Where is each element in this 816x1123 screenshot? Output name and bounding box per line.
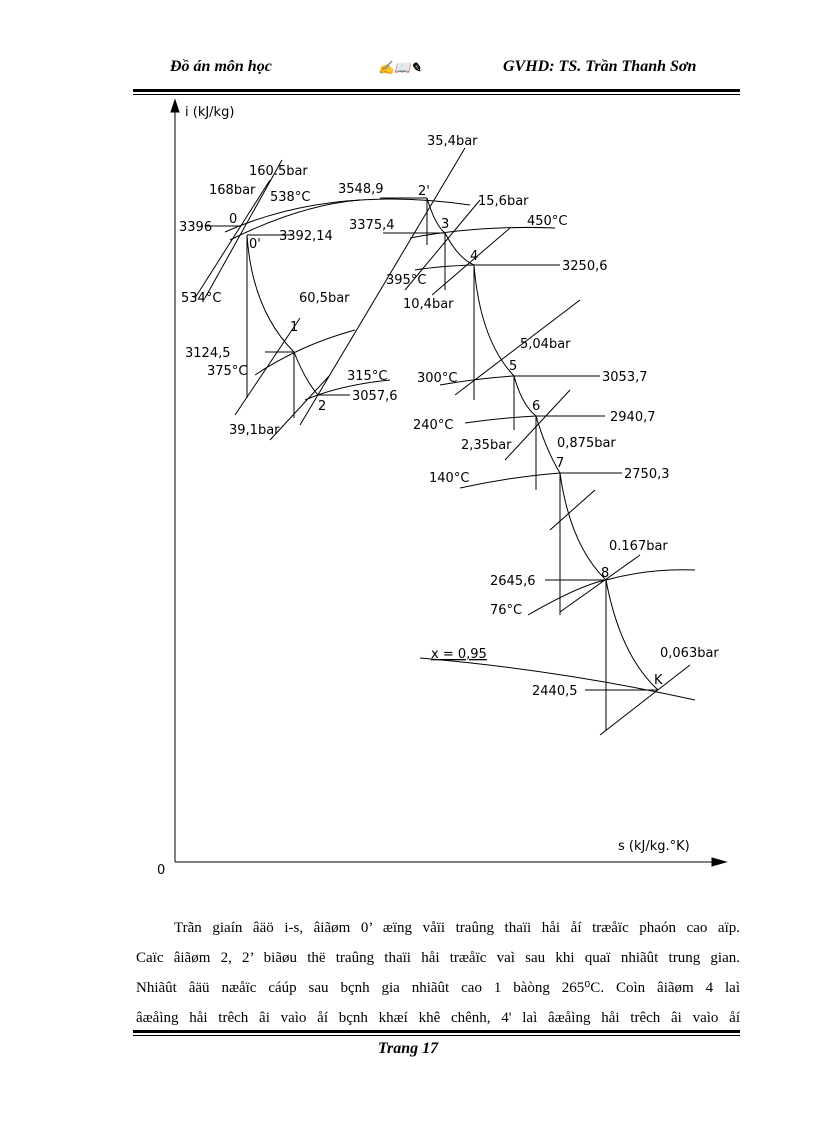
y-axis-arrow [171, 100, 179, 112]
point-6: 6 [532, 399, 541, 414]
temperature-label: 534°C [181, 291, 222, 306]
temperature-label: 538°C [270, 190, 311, 205]
temperature-label: 240°C [413, 418, 454, 433]
temperature-label: 395°C [386, 273, 427, 288]
expansion-hp [247, 235, 318, 395]
point-0: 0 [229, 212, 238, 227]
pressure-label: 15,6bar [478, 194, 529, 209]
pressure-label: 168bar [209, 183, 256, 198]
pressure-label: 0,063bar [660, 646, 719, 661]
point-5: 5 [509, 359, 518, 374]
pressure-label: 60,5bar [299, 291, 350, 306]
y-axis-label: i (kJ/kg) [185, 105, 235, 120]
pressure-label: 2,35bar [461, 438, 512, 453]
pressure-label: 160.5bar [249, 164, 308, 179]
enthalpy-label: 3392,14 [279, 229, 333, 244]
temperature-label: 315°C [347, 369, 388, 384]
enthalpy-label: 2440,5 [532, 684, 578, 699]
quality-label: x = 0,95 [431, 647, 487, 662]
temperature-label: 300°C [417, 371, 458, 386]
point-7: 7 [556, 456, 565, 471]
header-course: Đồ án môn học [170, 58, 272, 75]
x-axis-arrow [712, 858, 726, 866]
enthalpy-label: 3396 [179, 220, 213, 235]
paragraph-line: Nhiãût âäü næåïc cáúp sau bçnh gia nhiãût cao 1 bàòng 265⁰C. Coìn âiãøm 4 laì [136, 980, 740, 996]
isotherm-76 [528, 570, 695, 615]
enthalpy-label: 2940,7 [610, 410, 656, 425]
diagram-labels [157, 105, 719, 878]
enthalpy-label: 2645,6 [490, 574, 536, 589]
body-paragraph [136, 913, 740, 1033]
point-2p: 2' [418, 184, 430, 199]
point-3: 3 [441, 217, 450, 232]
temperature-label: 76°C [490, 603, 523, 618]
pressure-label: 0,875bar [557, 436, 616, 451]
enthalpy-label: 3053,7 [602, 370, 648, 385]
footer-rule-thin [133, 1035, 740, 1036]
footer-rule [133, 1030, 740, 1033]
temperature-label: 375°C [207, 364, 248, 379]
page-number: Trang 17 [377, 1040, 439, 1057]
point-1: 1 [290, 320, 299, 335]
origin-label: 0 [157, 863, 166, 878]
enthalpy-label: 2750,3 [624, 467, 670, 482]
isotherm-240 [465, 416, 536, 423]
point-2: 2 [318, 399, 327, 414]
point-0p: 0' [249, 237, 261, 252]
enthalpy-label: 3057,6 [352, 389, 398, 404]
x-axis-label: s (kJ/kg.°K) [618, 839, 690, 854]
enthalpy-label: 3375,4 [349, 218, 395, 233]
isentropic-lines [247, 198, 606, 730]
header-ornament: ✍📖✎ [378, 60, 422, 75]
point-8: 8 [601, 566, 610, 581]
pressure-label: 39,1bar [229, 423, 280, 438]
paragraph-line: âæåìng håi trêch âi vaìo åí bçnh khæí khê chênh, 4' laì âæåìng håi trêch âi vaìo åí [136, 1010, 740, 1026]
pressure-label: 10,4bar [403, 297, 454, 312]
header-advisor: GVHD: TS. Trần Thanh Sơn [503, 58, 697, 75]
isotherm-140 [460, 473, 560, 488]
pressure-label: 35,4bar [427, 134, 478, 149]
temperature-label: 450°C [527, 214, 568, 229]
pressure-label: 5,04bar [520, 337, 571, 352]
pressure-label: 0.167bar [609, 539, 668, 554]
paragraph-line: Trãn giaín âäö i-s, âiãøm 0’ æïng våïi traûng thaïi håi åí træåïc phaón cao aïp. [174, 920, 740, 936]
temperature-label: 140°C [429, 471, 470, 486]
paragraph-line: Caïc âiãøm 2, 2’ biãøu thë traûng thaïi håi træåïc vaì sau khi quaï nhiãût trung gian. [136, 950, 740, 966]
point-4: 4 [470, 249, 479, 264]
enthalpy-label: 3124,5 [185, 346, 231, 361]
enthalpy-label: 3250,6 [562, 259, 608, 274]
enthalpy-label: 3548,9 [338, 182, 384, 197]
point-K: K [654, 673, 663, 688]
